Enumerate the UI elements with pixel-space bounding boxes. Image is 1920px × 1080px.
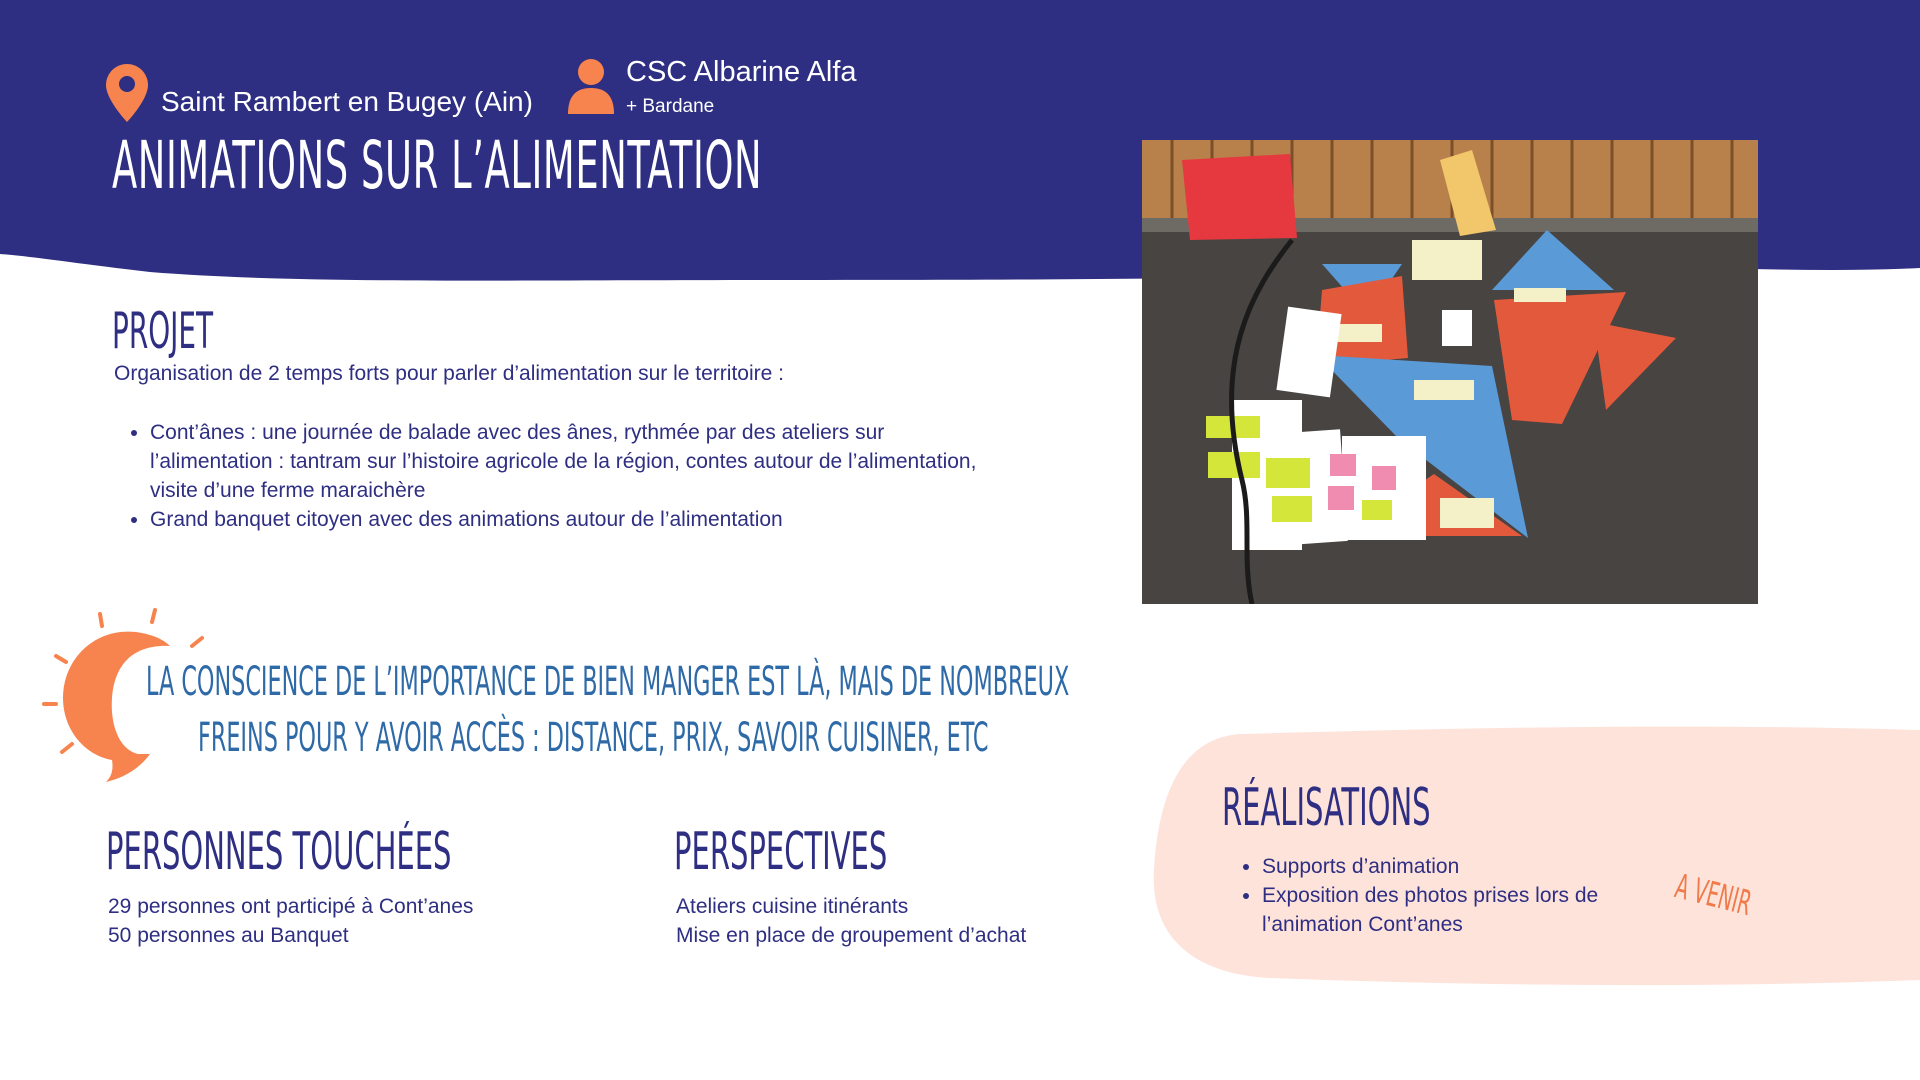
text-line: 29 personnes ont participé à Cont’anes xyxy=(108,895,474,918)
personnes-text xyxy=(108,892,473,950)
list-item: • Grand banquet citoyen avec des animations autour de l’alimentation xyxy=(150,505,1010,534)
list-item: • Supports d’animation xyxy=(1262,852,1702,881)
list-item: • Cont’ânes : une journée de balade avec des ânes, rythmée par des ateliers sur l’alimentation : tantram sur l’histoire agricole de la région, contes autour de l’alimentation, visite d’une ferme maraichère xyxy=(150,418,1010,505)
section-title-personnes: PERSONNES TOUCHÉES xyxy=(106,822,452,882)
text-line: 50 personnes au Banquet xyxy=(108,924,349,947)
list-item: • Exposition des photos prises lors de l’animation Cont’anes xyxy=(1262,881,1702,939)
location-label: Saint Rambert en Bugey (Ain) xyxy=(161,86,533,117)
partner-name: + Bardane xyxy=(626,96,715,117)
organization-name: CSC Albarine Alfa xyxy=(626,56,857,88)
a-venir-note: A VENIR xyxy=(1671,866,1756,925)
projet-list xyxy=(114,418,1010,534)
section-title-realisations: RÉALISATIONS xyxy=(1222,778,1431,838)
perspectives-text xyxy=(676,892,1026,950)
person-icon xyxy=(566,58,616,114)
activity-photo xyxy=(1142,140,1758,604)
text-line: Ateliers cuisine itinérants xyxy=(676,895,909,918)
section-title-projet: PROJET xyxy=(112,302,214,360)
quote-line-2: FREINS POUR Y AVOIR ACCÈS : DISTANCE, PRIX, SAVOIR CUISINER, ETC xyxy=(198,715,989,761)
text-line: Mise en place de groupement d’achat xyxy=(676,924,1027,947)
projet-intro: Organisation de 2 temps forts pour parler d’alimentation sur le territoire : xyxy=(114,362,784,385)
section-title-perspectives: PERSPECTIVES xyxy=(674,822,888,882)
map-pin-icon xyxy=(106,64,148,122)
quote-line-1: LA CONSCIENCE DE L’IMPORTANCE DE BIEN MANGER EST LÀ, MAIS DE NOMBREUX xyxy=(146,659,1070,705)
page-title: ANIMATIONS SUR L’ALIMENTATION xyxy=(112,127,763,204)
realisations-list xyxy=(1226,852,1702,939)
